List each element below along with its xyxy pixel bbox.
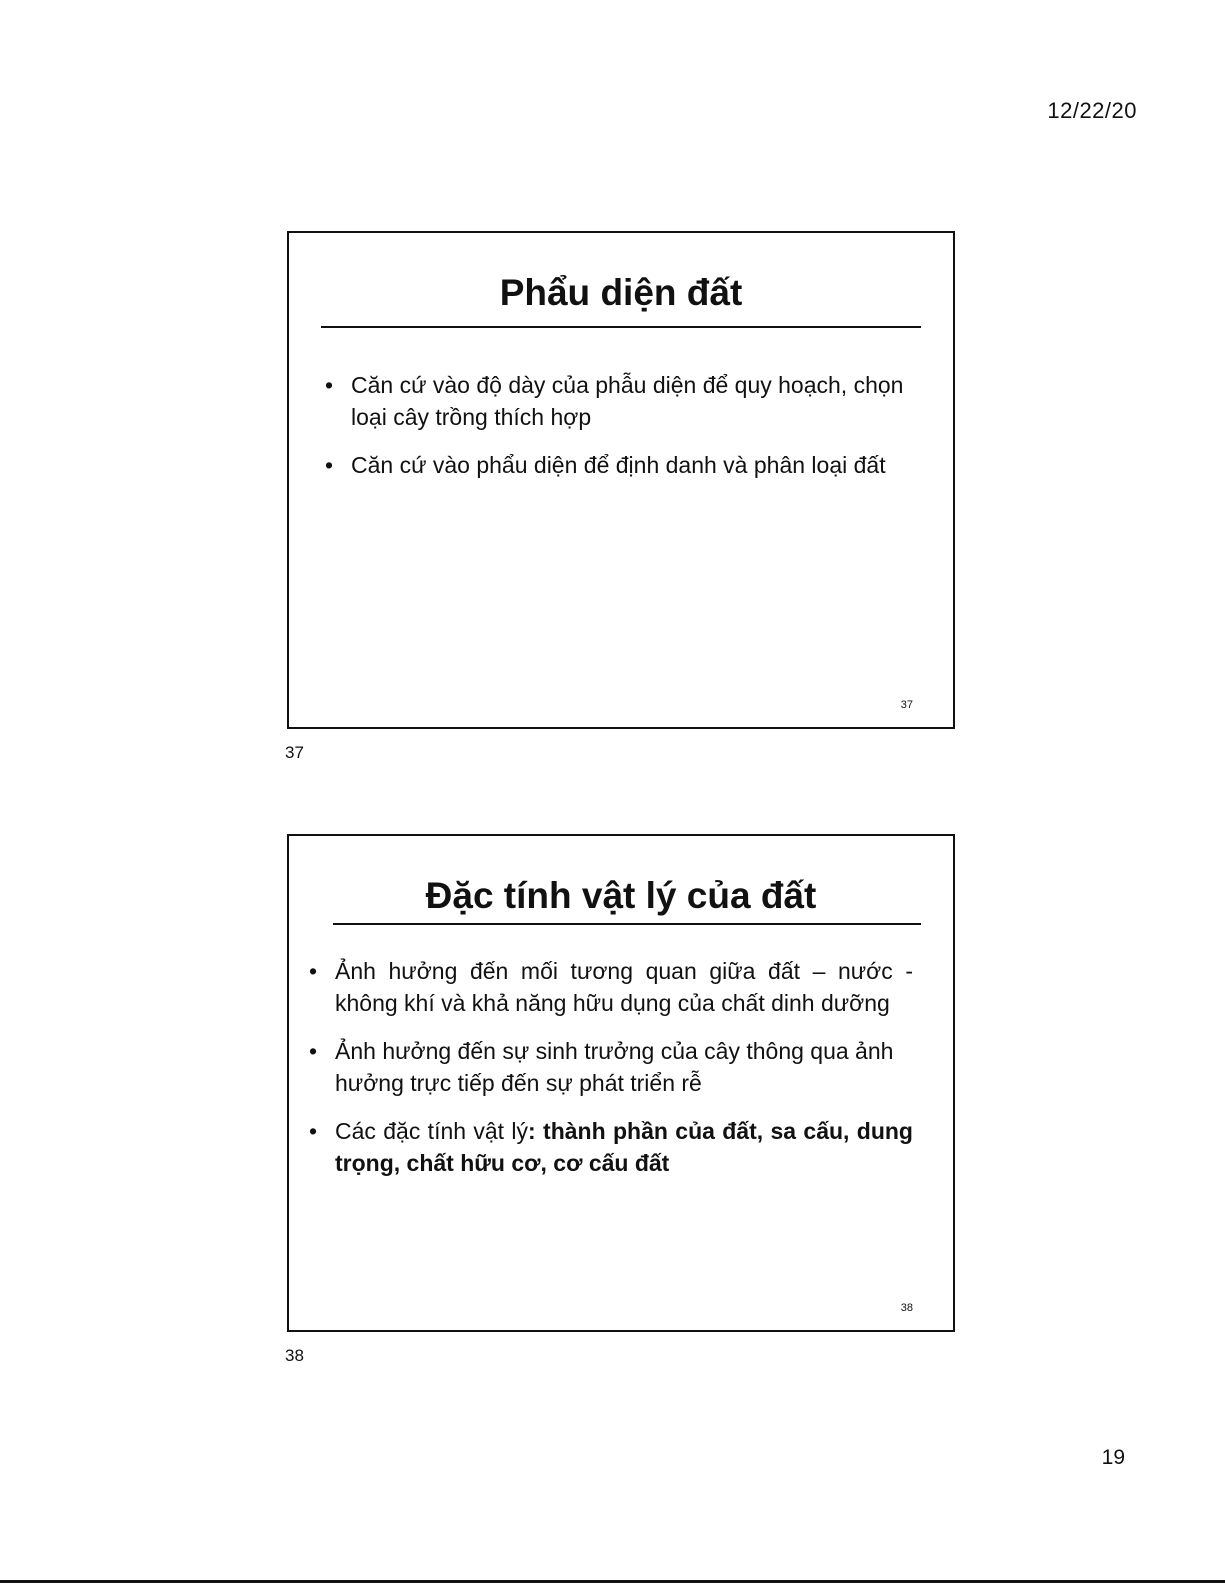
- bullet-item: [323, 449, 915, 481]
- bullet-dot-icon: •: [309, 1038, 318, 1064]
- bullet-dot-icon: •: [309, 1118, 318, 1144]
- slide-number: 38: [900, 1302, 913, 1314]
- bottom-border: [0, 1580, 1225, 1583]
- bullet-text: Ảnh hưởng đến sự sinh trưởng của cây thông qua ảnh hưởng trực tiếp đến sự phát triển rễ: [335, 1038, 894, 1096]
- slide-title: Đặc tính vật lý của đất: [425, 875, 817, 916]
- bullet-text-bold: : thành phần của đất, sa cấu, dung trọng, chất hữu cơ, cơ cấu đất: [335, 1118, 913, 1176]
- bullet-item: [307, 1115, 913, 1179]
- slide-label: 38: [285, 1346, 304, 1365]
- slide-number: 37: [900, 699, 913, 711]
- bullet-dot-icon: •: [325, 452, 334, 478]
- header-date: 12/22/20: [1047, 98, 1137, 123]
- slide-37: [287, 231, 955, 729]
- bullet-list: [323, 369, 915, 497]
- title-underline: [333, 923, 921, 925]
- page-number: 19: [1101, 1446, 1125, 1469]
- bullet-item: [307, 1035, 913, 1099]
- slide-38: [287, 834, 955, 1332]
- slide-title: Phẩu diện đất: [499, 272, 743, 313]
- bullet-text-prefix: Các đặc tính vật lý: [335, 1118, 529, 1144]
- bullet-dot-icon: •: [309, 958, 318, 984]
- bullet-list: [307, 955, 913, 1195]
- bullet-item: [307, 955, 913, 1019]
- bullet-dot-icon: •: [325, 372, 334, 398]
- bullet-text: Căn cứ vào độ dày của phẫu diện để quy hoạch, chọn loại cây trồng thích hợp: [351, 372, 904, 430]
- bullet-text: Căn cứ vào phẩu diện để định danh và phân loại đất: [351, 452, 886, 478]
- bullet-item: [323, 369, 915, 433]
- title-underline: [321, 326, 921, 328]
- bullet-text: Ảnh hưởng đến mối tương quan giữa đất – nước - không khí và khả năng hữu dụng của chất dinh dưỡng: [335, 958, 913, 1016]
- slide-label: 37: [285, 743, 304, 762]
